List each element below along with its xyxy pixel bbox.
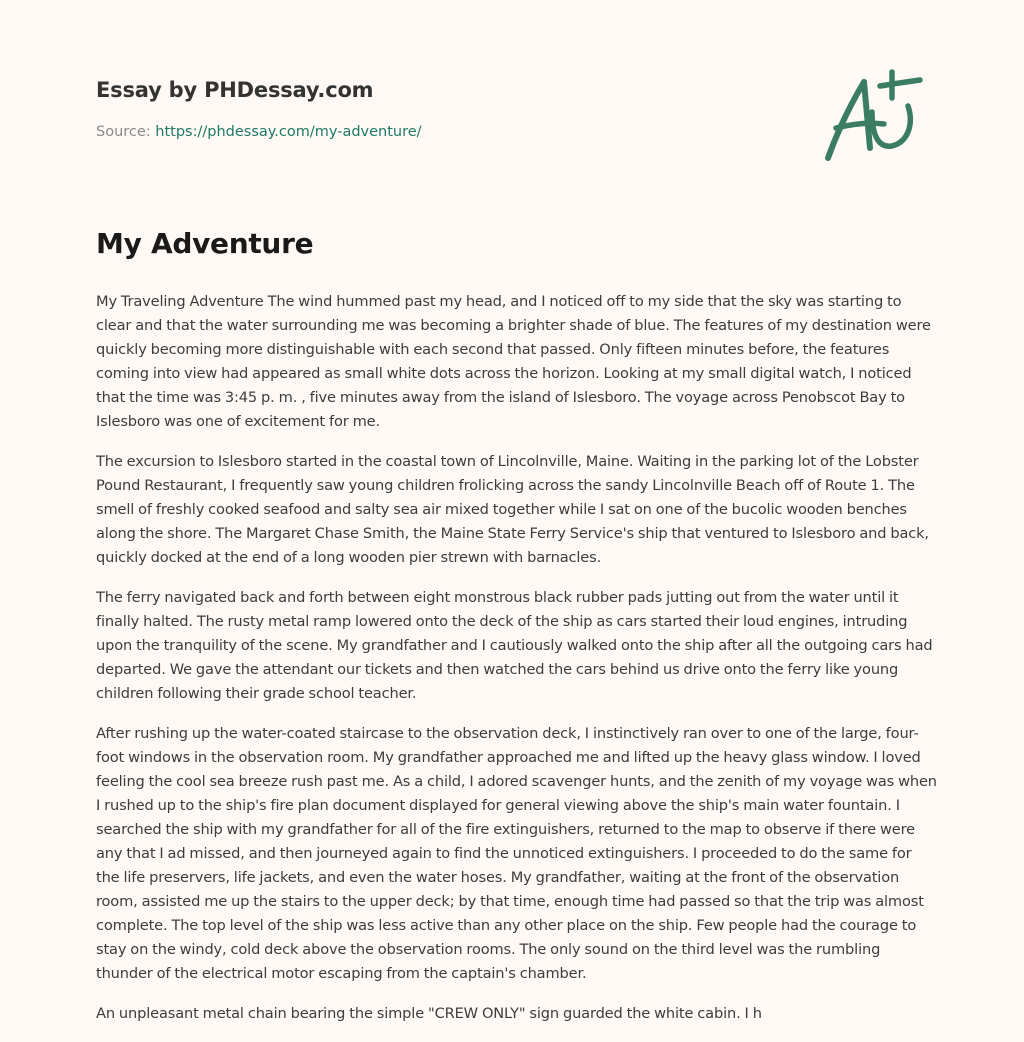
- source-line: [96, 122, 936, 142]
- essay-paragraph: After rushing up the water-coated staircase to the observation deck, I instinctively ran over to one of the large, four-foot windows in the observation room. My grandfather approached me and lifted up the heavy glass window. I loved feeling the cool sea breeze rush past me. As a child, I adored scavenger hunts, and the zenith of my voyage was when I rushed up to the ship's fire plan document displayed for general viewing above the ship's main water fountain. I searched the ship with my grandfather for all of the fire extinguishers, returned to the map to observe if there were any that I ad missed, and then journeyed again to find the unnoticed extinguishers. I proceeded to do the same for the life preservers, life jackets, and even the water hoses. My grandfather, waiting at the front of the observation room, assisted me up the stairs to the upper deck; by that time, enough time had passed so that the trip was almost complete. The top level of the ship was less active than any other place on the ship. Few people had the courage to stay on the windy, cold deck above the observation rooms. The only sound on the third level was the rumbling thunder of the electrical motor escaping from the captain's chamber.: [96, 725, 937, 982]
- essay-paragraph: My Traveling Adventure The wind hummed past my head, and I noticed off to my side that the sky was starting to clear and that the water surrounding me was becoming a brighter shade of blue. The features of my destination were quickly becoming more distinguishable with each second that passed. Only fifteen minutes before, the features coming into view had appeared as small white dots across the horizon. Looking at my small digital watch, I noticed that the time was 3:45 p. m. , five minutes away from the island of Islesboro. The voyage across Penobscot Bay to Islesboro was one of excitement for me.: [96, 293, 931, 430]
- page-header: [96, 76, 936, 142]
- essay-paragraph: The excursion to Islesboro started in the coastal town of Lincolnville, Maine. Waiting in the parking lot of the Lobster Pound Restaurant, I frequently saw young children frolicking across the sandy Lincolnville Beach off of Route 1. The smell of freshly cooked seafood and salty sea air mixed together while I sat on one of the bucolic wooden benches along the shore. The Margaret Chase Smith, the Maine State Ferry Service's ship that ventured to Islesboro and back, quickly docked at the end of a long wooden pier strewn with barnacles.: [96, 453, 929, 566]
- essay-title: My Adventure: [96, 227, 314, 260]
- essay-content: [96, 224, 938, 1042]
- a-plus-grade-icon: [822, 68, 930, 164]
- essay-paragraph: An unpleasant metal chain bearing the simple "CREW ONLY" sign guarded the white cabin. I h: [96, 1005, 762, 1022]
- source-label: Source:: [96, 124, 151, 140]
- source-link[interactable]: https://phdessay.com/my-adventure/: [155, 124, 422, 140]
- essay-paragraph: The ferry navigated back and forth between eight monstrous black rubber pads jutting out from the water until it finally halted. The rusty metal ramp lowered onto the deck of the ship as cars started their loud engines, intruding upon the tranquility of the scene. My grandfather and I cautiously walked onto the ship after all the outgoing cars had departed. We gave the attendant our tickets and then watched the cars behind us drive onto the ferry like young children following their grade school teacher.: [96, 589, 933, 702]
- site-title: Essay by PHDessay.com: [96, 78, 374, 102]
